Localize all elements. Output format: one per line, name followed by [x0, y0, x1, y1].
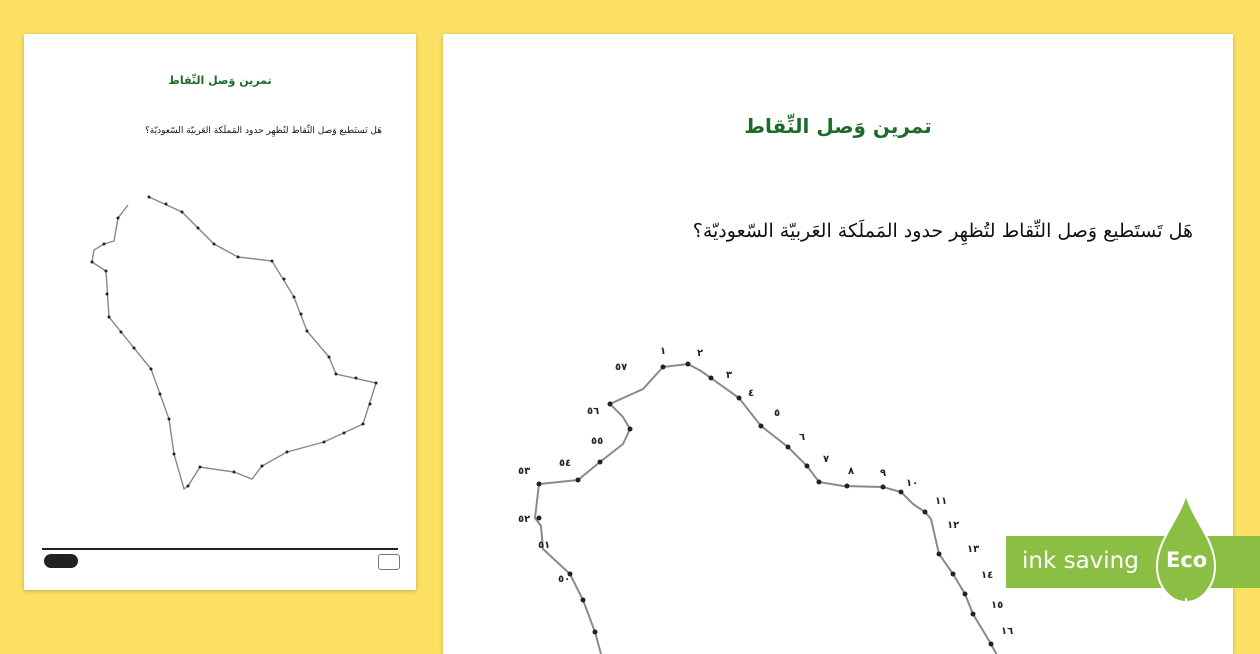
footer-rule [42, 548, 398, 550]
dot-label: ٥٥ [591, 436, 604, 447]
worksheet-title-small: تمرين وَصل النِّقاط [168, 74, 272, 87]
dot-label: ٨ [848, 466, 855, 477]
dot-label: ٧ [823, 454, 830, 465]
ink-saving-banner [1006, 536, 1260, 588]
dot-label: ٥٦ [587, 406, 600, 417]
map-outline-large [663, 364, 999, 654]
dot-label: ٥٠ [558, 574, 571, 585]
map-dots-small [91, 196, 378, 488]
map-dots-large [537, 362, 994, 647]
dot-label: ١١ [935, 496, 948, 507]
dot-label: ٥٢ [518, 514, 531, 525]
dot-label: ١٠ [906, 478, 919, 489]
dot-label: ٢ [697, 348, 704, 359]
worksheet-title-large: تمرين وَصل النِّقاط [744, 114, 932, 138]
eco-logo-small [378, 554, 400, 570]
worksheet-question-large: هَل تَستَطيع وَصل النِّقاط لتُظهِر حدود المَملَكة العَربيّة السّعوديّة؟ [692, 220, 1193, 242]
dot-label: ٤ [748, 388, 755, 399]
dot-label: ١٣ [967, 544, 980, 555]
dot-label: ١٢ [947, 520, 960, 531]
worksheet-preview-small[interactable] [24, 34, 416, 590]
dot-label: ٥٧ [615, 362, 628, 373]
dot-label: ٥٣ [518, 466, 531, 477]
dot-label: ١٤ [981, 570, 994, 581]
dot-label: ٥٤ [559, 458, 572, 469]
twinkl-logo [44, 554, 78, 568]
map-number-labels-large [518, 346, 1013, 637]
dot-label: ٣ [726, 370, 733, 381]
dot-label: ١٥ [991, 600, 1004, 611]
worksheet-question-small: هَل تَستَطيع وَصل النِّقاط لتُظهِر حدود المَملَكة العَربيّة السّعوديّة؟ [145, 126, 382, 136]
dot-label: ٥١ [538, 540, 551, 551]
dot-to-dot-map-small [24, 34, 416, 590]
dot-label: ٦ [799, 432, 806, 443]
ink-saving-label: ink saving [1022, 548, 1139, 574]
dot-label: ٩ [880, 468, 887, 479]
dot-label: ١ [660, 346, 667, 357]
eco-label: Eco [1166, 548, 1208, 572]
dot-label: ٥ [774, 408, 781, 419]
dot-label: ١٦ [1001, 626, 1014, 637]
map-outline-small [92, 197, 376, 489]
